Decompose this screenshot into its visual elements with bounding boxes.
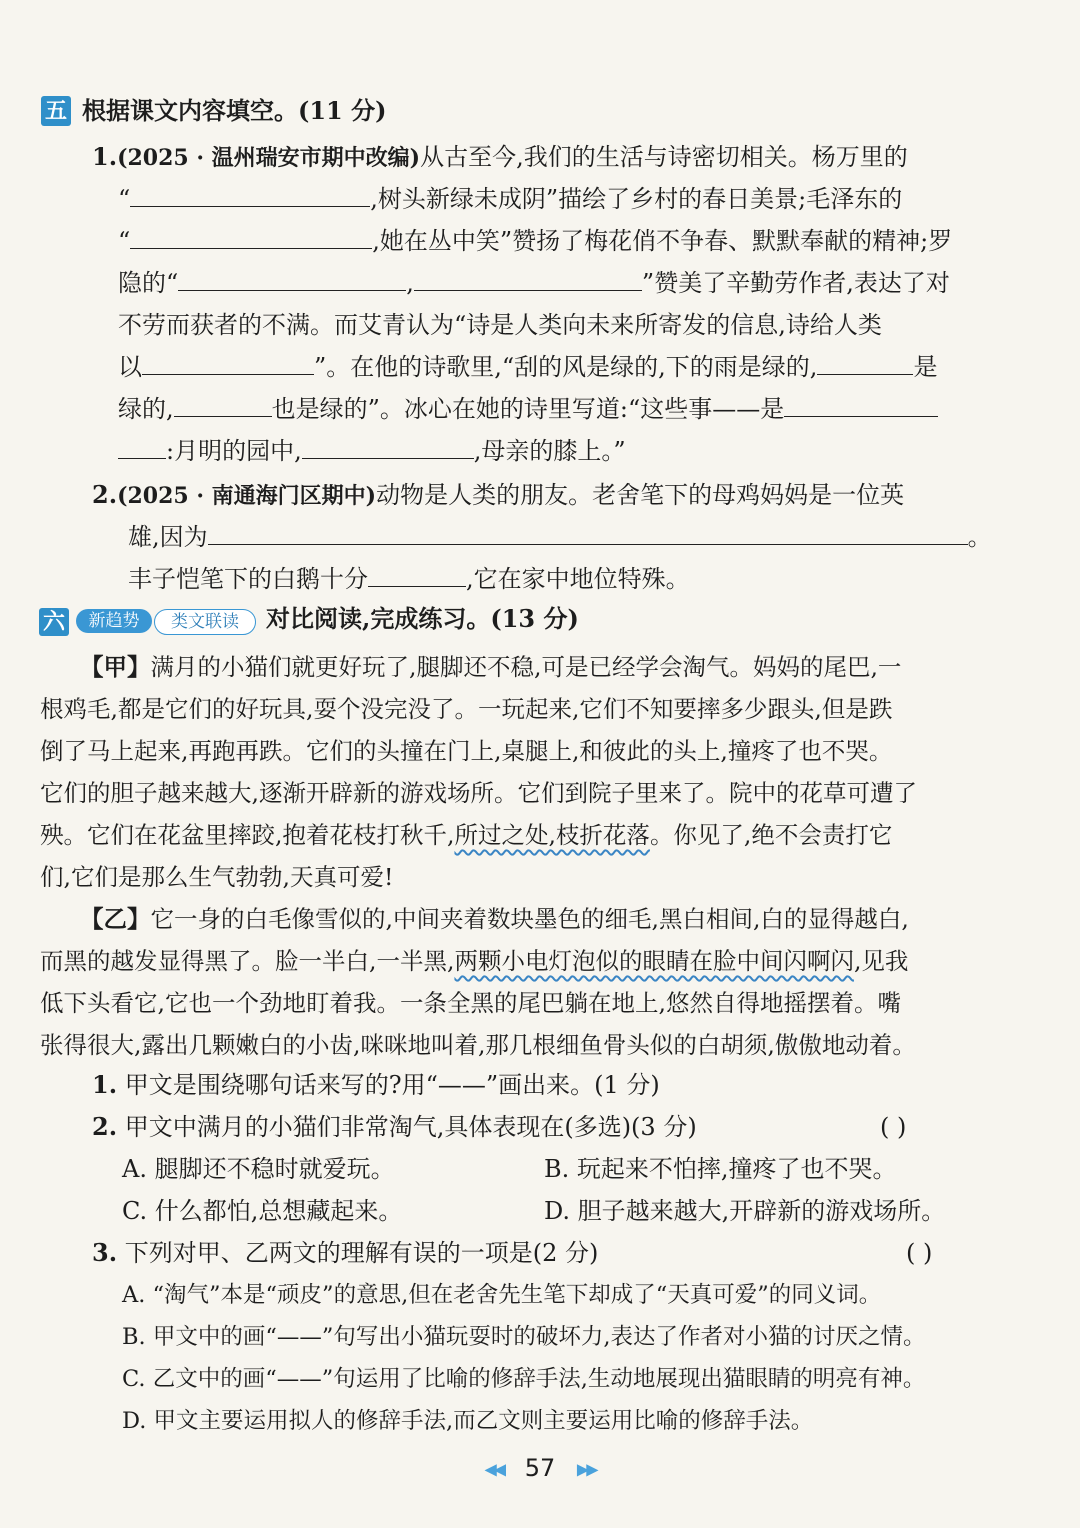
s5-q1-text: 是 bbox=[913, 353, 938, 381]
passage-jia-line5 bbox=[40, 818, 892, 852]
s6-q2-option-c: C. 什么都怕,总想藏起来。 bbox=[122, 1197, 403, 1225]
s5-q2-source: (2025 · 南通海门区期中) bbox=[117, 483, 377, 509]
s6-q3-number: 3. bbox=[92, 1238, 118, 1267]
next-arrows-icon: ▶▶ bbox=[576, 1459, 596, 1479]
s6-q3 bbox=[92, 1236, 598, 1270]
passage-jia-line1 bbox=[80, 650, 901, 684]
s6-q3-option-b: B. 甲文中的画“——”句写出小猫玩耍时的破坏力,表达了作者对小猫的讨厌之情。 bbox=[122, 1324, 926, 1350]
s5-q1-text: 绿的, bbox=[118, 395, 174, 423]
s5-q1-line1 bbox=[92, 140, 908, 175]
s5-q1-line3 bbox=[118, 224, 952, 258]
s6-q2-option-a: A. 腿脚还不稳时就爱玩。 bbox=[122, 1155, 395, 1183]
s5-q1-line8 bbox=[118, 434, 626, 468]
passage-yi-line1 bbox=[80, 902, 909, 936]
jia-text: 满月的小猫们就更好玩了,腿脚还不稳,可是已经学会淘气。妈妈的尾巴,一 bbox=[150, 653, 902, 681]
passage-jia-line4: 它们的胆子越来越大,逐渐开辟新的游戏场所。它们到院子里来了。院中的花草可遭了 bbox=[40, 779, 917, 807]
s5-q1-text: 隐的“ bbox=[118, 269, 179, 297]
s6-q3-text: 下列对甲、乙两文的理解有误的一项是(2 分) bbox=[124, 1239, 599, 1267]
yi-text: 它一身的白毛像雪似的,中间夹着数块墨色的细毛,黑白相间,白的显得越白, bbox=[150, 905, 909, 933]
s5-q1-text: , bbox=[406, 269, 414, 297]
s5-q1-text: ,母亲的膝上。” bbox=[473, 437, 626, 465]
s6-q2-option-b: B. 玩起来不怕摔,撞疼了也不哭。 bbox=[544, 1155, 897, 1183]
s5-q1-line4 bbox=[118, 266, 950, 300]
s5-q2-number: 2. bbox=[92, 480, 118, 509]
s6-q1 bbox=[92, 1068, 660, 1102]
s5-q2-text: 丰子恺笔下的白鹅十分 bbox=[128, 565, 368, 593]
passage-yi-line4: 张得很大,露出几颗嫩白的小齿,咪咪地叫着,那几根细鱼骨头似的白胡须,傲傲地动着。 bbox=[40, 1031, 916, 1059]
s5-q1-line2 bbox=[118, 182, 902, 216]
blank-2[interactable] bbox=[130, 226, 372, 249]
quote-open: “ bbox=[118, 227, 131, 255]
quote-open: “ bbox=[118, 185, 131, 213]
blank-6[interactable] bbox=[817, 352, 913, 375]
s6-q3-option-a: A. “淘气”本是“顽皮”的意思,但在老舍先生笔下却成了“天真可爱”的同义词。 bbox=[122, 1282, 882, 1308]
s5-q1-text: 从古至今,我们的生活与诗密切相关。杨万里的 bbox=[420, 143, 908, 171]
blank-4[interactable] bbox=[414, 268, 642, 291]
jia-label: 【甲】 bbox=[80, 653, 151, 681]
section-6-title: 对比阅读,完成练习。(13 分) bbox=[266, 604, 579, 633]
s6-q2-answer-paren[interactable]: ( ) bbox=[880, 1113, 907, 1141]
s5-q1-text: ”赞美了辛勤劳作者,表达了对 bbox=[641, 269, 950, 297]
s5-q2-text: 。 bbox=[967, 523, 992, 551]
blank-11[interactable] bbox=[368, 564, 466, 587]
blank-8[interactable] bbox=[784, 394, 938, 417]
passage-jia-line3: 倒了马上起来,再跑再跌。它们的头撞在门上,桌腿上,和彼此的头上,撞疼了也不哭。 bbox=[40, 737, 893, 765]
blank-9[interactable] bbox=[302, 436, 474, 459]
s6-q3-answer-paren[interactable]: ( ) bbox=[906, 1239, 933, 1267]
page-footer bbox=[0, 1454, 1080, 1482]
yi-text: 而黑的越发显得黑了。脸一半白,一半黑, bbox=[40, 947, 455, 975]
s6-q3-option-d: D. 甲文主要运用拟人的修辞手法,而乙文则主要运用比喻的修辞手法。 bbox=[122, 1408, 814, 1434]
blank-1[interactable] bbox=[130, 184, 370, 207]
blank-8-cont[interactable] bbox=[118, 436, 166, 459]
trend-tag: 新趋势 bbox=[76, 609, 152, 633]
s6-q2 bbox=[92, 1110, 697, 1144]
s6-q2-text: 甲文中满月的小猫们非常淘气,具体表现在(多选)(3 分) bbox=[124, 1113, 697, 1141]
s5-q1-line6 bbox=[118, 350, 937, 384]
passage-yi-line3: 低下头看它,它也一个劲地盯着我。一条全黑的尾巴躺在地上,悠然自得地摇摆着。嘴 bbox=[40, 989, 901, 1017]
yi-wavy-underlined-phrase: 两颗小电灯泡似的眼睛在脸中间闪啊闪 bbox=[454, 947, 854, 975]
s6-q3-option-c: C. 乙文中的画“——”句运用了比喻的修辞手法,生动地展现出猫眼睛的明亮有神。 bbox=[122, 1366, 926, 1392]
page-number: 57 bbox=[524, 1454, 556, 1482]
jia-text: 。你见了,绝不会责打它 bbox=[649, 821, 893, 849]
section-6-badge: 六 bbox=[39, 608, 69, 636]
jia-text: 殃。它们在花盆里摔跤,抱着花枝打秋千, bbox=[40, 821, 455, 849]
blank-10[interactable] bbox=[208, 522, 968, 545]
yi-label: 【乙】 bbox=[80, 905, 151, 933]
s5-q2-line3 bbox=[128, 562, 690, 596]
blank-7[interactable] bbox=[174, 394, 272, 417]
section-5-title: 根据课文内容填空。(11 分) bbox=[82, 96, 387, 125]
yi-text: ,见我 bbox=[853, 947, 909, 975]
s5-q2-line1 bbox=[92, 478, 904, 513]
s6-q2-option-d: D. 胆子越来越大,开辟新的游戏场所。 bbox=[544, 1197, 946, 1225]
s6-q1-number: 1. bbox=[92, 1070, 118, 1099]
passage-jia-line2: 根鸡毛,都是它们的好玩具,耍个没完没了。一玩起来,它们不知要摔多少跟头,但是跌 bbox=[40, 695, 893, 723]
jia-wavy-underlined-phrase: 所过之处,枝折花落 bbox=[454, 821, 650, 849]
s5-q2-line2 bbox=[128, 520, 992, 554]
section-5-badge: 五 bbox=[41, 96, 71, 126]
prev-arrows-icon: ◀◀ bbox=[484, 1459, 504, 1479]
s5-q1-number: 1. bbox=[92, 142, 118, 171]
blank-5[interactable] bbox=[142, 352, 314, 375]
s5-q1-text: ”。在他的诗歌里,“刮的风是绿的,下的雨是绿的, bbox=[314, 353, 818, 381]
passage-yi-line2 bbox=[40, 944, 908, 978]
s5-q1-text: :月明的园中, bbox=[166, 437, 302, 465]
s5-q1-line5: 不劳而获者的不满。而艾青认为“诗是人类向未来所寄发的信息,诗给人类 bbox=[118, 311, 882, 339]
s5-q1-text: ,树头新绿未成阴”描绘了乡村的春日美景;毛泽东的 bbox=[370, 185, 903, 213]
passage-jia-line6: 们,它们是那么生气勃勃,天真可爱! bbox=[40, 863, 394, 891]
s5-q2-text: 雄,因为 bbox=[128, 523, 208, 551]
related-reading-tag: 类文联读 bbox=[154, 609, 256, 635]
s6-q2-number: 2. bbox=[92, 1112, 118, 1141]
blank-3[interactable] bbox=[178, 268, 406, 291]
s5-q2-text: ,它在家中地位特殊。 bbox=[466, 565, 690, 593]
s5-q1-source: (2025 · 温州瑞安市期中改编) bbox=[117, 145, 421, 171]
s5-q1-line7 bbox=[118, 392, 938, 426]
s5-q1-text: 也是绿的”。冰心在她的诗里写道:“这些事——是 bbox=[271, 395, 785, 423]
s6-q1-text: 甲文是围绕哪句话来写的?用“——”画出来。(1 分) bbox=[124, 1071, 660, 1099]
s5-q2-text: 动物是人类的朋友。老舍笔下的母鸡妈妈是一位英 bbox=[376, 481, 905, 509]
s5-q1-text: 以 bbox=[118, 353, 142, 381]
s5-q1-text: ,她在丛中笑”赞扬了梅花俏不争春、默默奉献的精神;罗 bbox=[372, 227, 953, 255]
